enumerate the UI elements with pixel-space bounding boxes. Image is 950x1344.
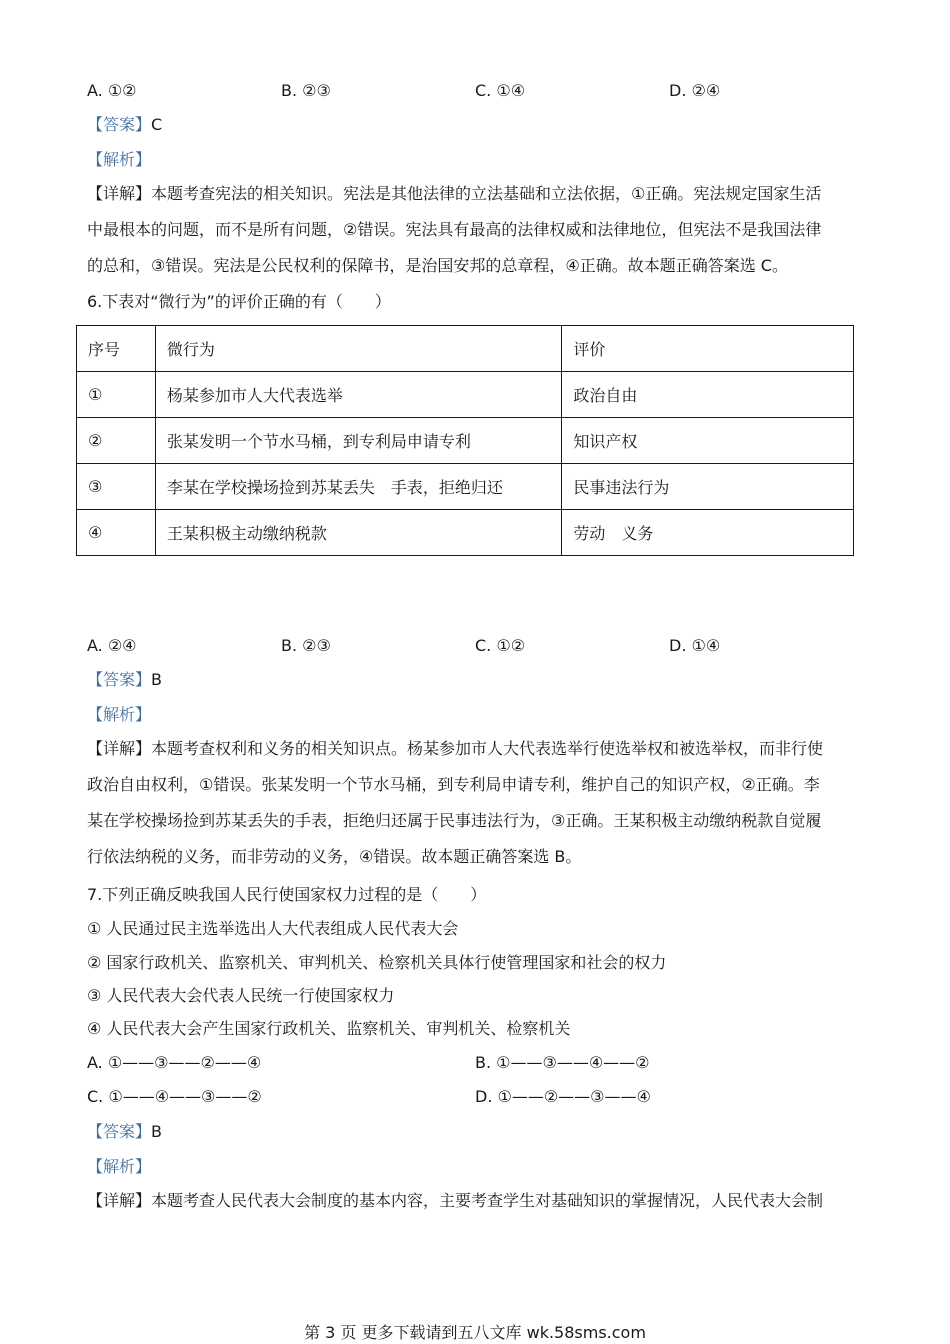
q7-detail-line-1: 【详解】本题考查人民代表大会制度的基本内容，主要考查学生对基础知识的掌握情况，人民代表大会制 bbox=[87, 1191, 824, 1210]
q5-detail-line-2: 中最根本的问题，而不是所有问题，②错误。宪法具有最高的法律权威和法律地位，但宪法不是我国法律 bbox=[87, 220, 822, 239]
q6-answer bbox=[87, 669, 162, 691]
q7-answer bbox=[87, 1121, 162, 1143]
table-cell: 王某积极主动缴纳税款 bbox=[155, 510, 561, 556]
table-header-cell: 评价 bbox=[562, 326, 854, 372]
table-cell: ③ bbox=[77, 464, 156, 510]
q6-option-a: A. ②④ bbox=[87, 636, 137, 655]
q7-item-1: ① 人民通过民主选举选出人大代表组成人民代表大会 bbox=[87, 919, 459, 938]
q6-option-b: B. ②③ bbox=[281, 636, 331, 655]
table-header-cell: 微行为 bbox=[155, 326, 561, 372]
table-header-cell: 序号 bbox=[77, 326, 156, 372]
q6-question: 6.下表对“微行为”的评价正确的有（ ） bbox=[87, 292, 391, 311]
table-cell: ④ bbox=[77, 510, 156, 556]
q6-analysis-label: 【解析】 bbox=[87, 705, 152, 724]
q6-detail-line-4: 行依法纳税的义务，而非劳动的义务，④错误。故本题正确答案选 B。 bbox=[87, 847, 582, 866]
q5-analysis-label: 【解析】 bbox=[87, 150, 152, 169]
q7-item-4: ④ 人民代表大会产生国家行政机关、监察机关、审判机关、检察机关 bbox=[87, 1019, 571, 1038]
q6-table bbox=[76, 325, 854, 556]
q6-option-d: D. ①④ bbox=[669, 636, 721, 655]
q6-detail-line-2: 政治自由权利，①错误。张某发明一个节水马桶，到专利局申请专利，维护自己的知识产权，②正确。李 bbox=[87, 775, 820, 794]
q7-option-d: D. ①——②——③——④ bbox=[475, 1087, 651, 1106]
table-cell: 劳动 义务 bbox=[562, 510, 854, 556]
table-cell: 李某在学校操场捡到苏某丢失 手表，拒绝归还 bbox=[155, 464, 561, 510]
answer-label: 【答案】 bbox=[87, 1122, 152, 1141]
q6-detail-line-1: 【详解】本题考查权利和义务的相关知识点。杨某参加市人大代表选举行使选举权和被选举权，而非行使 bbox=[87, 739, 824, 758]
table-cell: ② bbox=[77, 418, 156, 464]
q7-option-a: A. ①——③——②——④ bbox=[87, 1053, 262, 1072]
table-cell: 张某发明一个节水马桶，到专利局申请专利 bbox=[155, 418, 561, 464]
table-header-row bbox=[77, 326, 854, 372]
q7-question: 7.下列正确反映我国人民行使国家权力过程的是（ ） bbox=[87, 885, 487, 904]
q7-item-3: ③ 人民代表大会代表人民统一行使国家权力 bbox=[87, 986, 395, 1005]
q6-detail-line-3: 某在学校操场捡到苏某丢失的手表，拒绝归还属于民事违法行为，③正确。王某积极主动缴纳税款自觉履 bbox=[87, 811, 822, 830]
q5-option-b: B. ②③ bbox=[281, 81, 331, 100]
q5-answer bbox=[87, 114, 162, 136]
table-cell: 杨某参加市人大代表选举 bbox=[155, 372, 561, 418]
table-cell: 政治自由 bbox=[562, 372, 854, 418]
q5-detail-line-1: 【详解】本题考查宪法的相关知识。宪法是其他法律的立法基础和立法依据，①正确。宪法规定国家生活 bbox=[87, 184, 822, 203]
table-row bbox=[77, 418, 854, 464]
answer-value: B bbox=[151, 1122, 162, 1141]
table-cell: ① bbox=[77, 372, 156, 418]
answer-value: C bbox=[151, 115, 163, 134]
q6-option-c: C. ①② bbox=[475, 636, 526, 655]
answer-value: B bbox=[151, 670, 162, 689]
q5-option-c: C. ①④ bbox=[475, 81, 526, 100]
table-row bbox=[77, 464, 854, 510]
table-cell: 知识产权 bbox=[562, 418, 854, 464]
page-footer: 第 3 页 更多下载请到五八文库 wk.58sms.com bbox=[304, 1323, 646, 1342]
q7-option-b: B. ①——③——④——② bbox=[475, 1053, 650, 1072]
q7-option-c: C. ①——④——③——② bbox=[87, 1087, 262, 1106]
answer-label: 【答案】 bbox=[87, 115, 152, 134]
table-row bbox=[77, 372, 854, 418]
q7-item-2: ② 国家行政机关、监察机关、审判机关、检察机关具体行使管理国家和社会的权力 bbox=[87, 953, 667, 972]
q5-option-d: D. ②④ bbox=[669, 81, 721, 100]
q5-option-a: A. ①② bbox=[87, 81, 137, 100]
answer-label: 【答案】 bbox=[87, 670, 152, 689]
table-row bbox=[77, 510, 854, 556]
table-cell: 民事违法行为 bbox=[562, 464, 854, 510]
q5-detail-line-3: 的总和，③错误。宪法是公民权利的保障书，是治国安邦的总章程，④正确。故本题正确答案选 C。 bbox=[87, 256, 788, 275]
q7-analysis-label: 【解析】 bbox=[87, 1157, 152, 1176]
